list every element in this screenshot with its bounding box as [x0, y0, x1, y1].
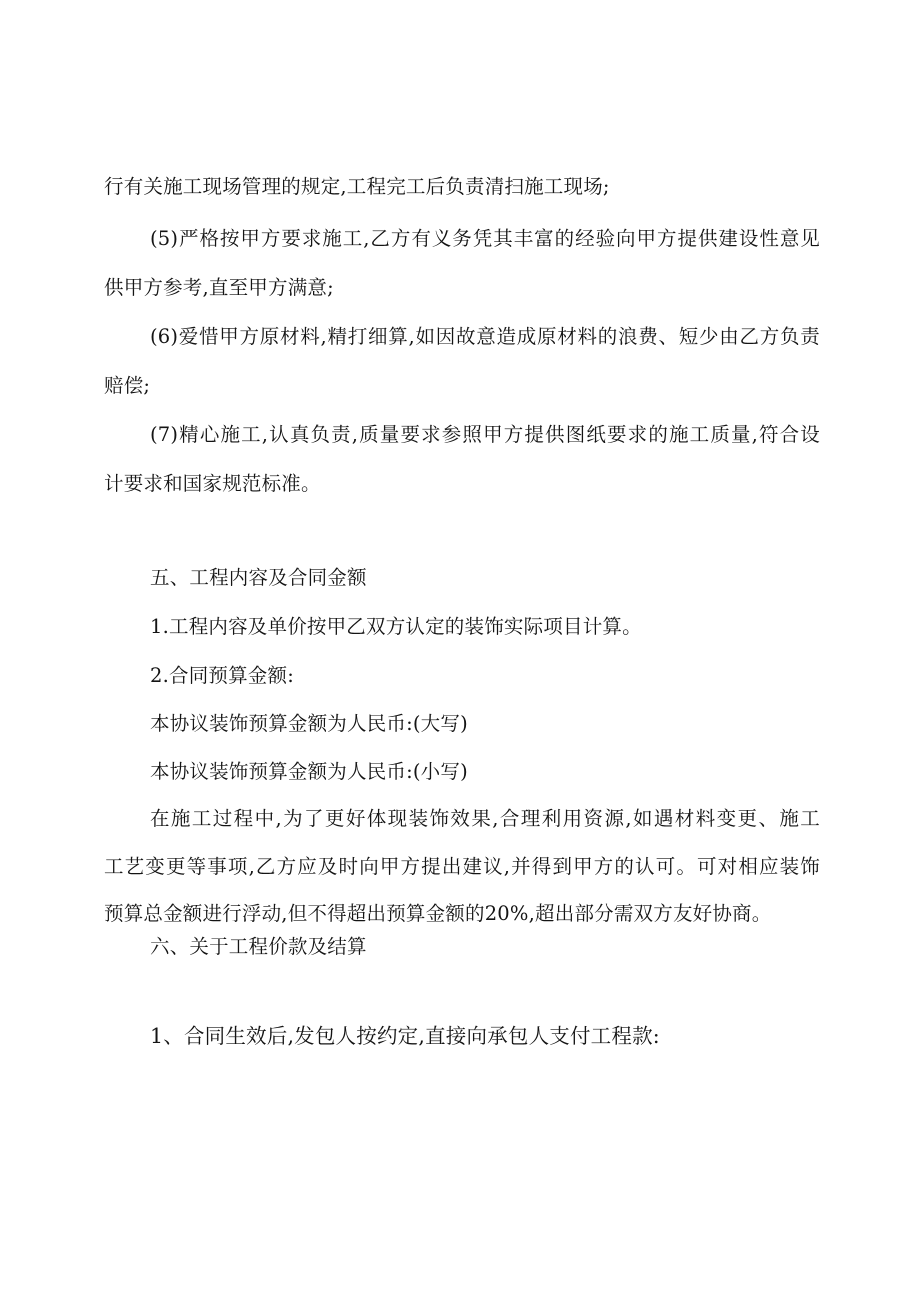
section-5-heading: 五、工程内容及合同金额 — [150, 566, 367, 589]
section-5-paragraph-line-1: 在施工过程中,为了更好体现装饰效果,合理利用资源,如遇材料变更、施工 — [150, 807, 820, 830]
clause-7-line-1: (7)精心施工,认真负责,质量要求参照甲方提供图纸要求的施工质量,符合设 — [150, 423, 820, 446]
clause-6-line-1: (6)爱惜甲方原材料,精打细算,如因故意造成原材料的浪费、短少由乙方负责 — [150, 325, 820, 348]
clause-5-line-1: (5)严格按甲方要求施工,乙方有义务凭其丰富的经验向甲方提供建设性意见 — [150, 227, 820, 250]
clause-6-line-2: 赔偿; — [104, 374, 151, 397]
clause-5-line-2: 供甲方参考,直至甲方满意; — [104, 276, 334, 299]
section-5-paragraph-line-3: 预算总金额进行浮动,但不得超出预算金额的20%,超出部分需双方友好协商。 — [104, 902, 772, 925]
section-5-item-1: 1.工程内容及单价按甲乙双方认定的装饰实际项目计算。 — [150, 615, 642, 638]
budget-amount-upper: 本协议装饰预算金额为人民币:(大写) — [150, 712, 468, 735]
section-5-item-2: 2.合同预算金额: — [150, 664, 294, 687]
section-5-paragraph-line-2: 工艺变更等事项,乙方应及时向甲方提出建议,并得到甲方的认可。可对相应装饰 — [104, 855, 820, 878]
budget-amount-lower: 本协议装饰预算金额为人民币:(小写) — [150, 760, 468, 783]
clause-7-line-2: 计要求和国家规范标准。 — [104, 472, 321, 495]
clause-4-continuation: 行有关施工现场管理的规定,工程完工后负责清扫施工现场; — [104, 175, 610, 198]
section-6-heading: 六、关于工程价款及结算 — [150, 935, 367, 958]
section-6-item-1: 1、合同生效后,发包人按约定,直接向承包人支付工程款: — [150, 1024, 660, 1048]
